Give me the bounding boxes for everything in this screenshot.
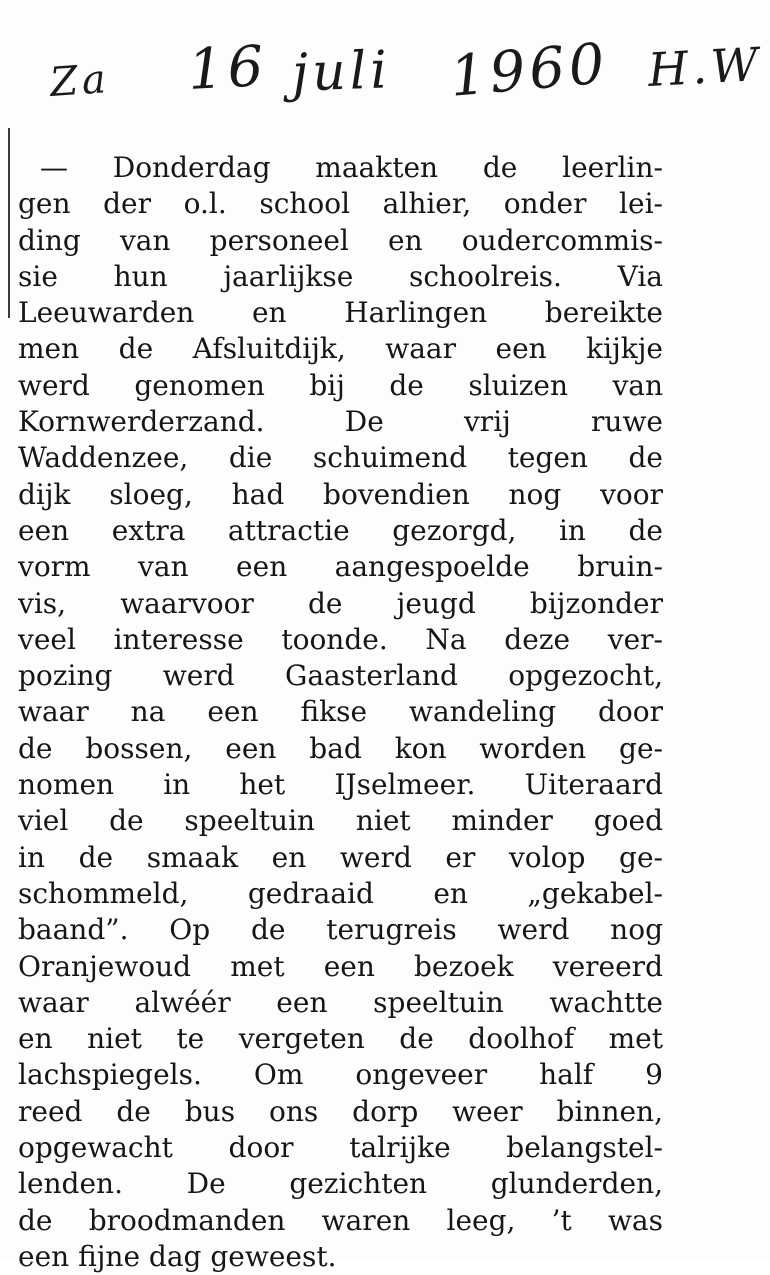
article-line: — Donderdag maakten de leerlin-: [40, 151, 663, 184]
article-line: ding van personeel en oudercommis-: [18, 223, 663, 257]
article-line: nomen in het IJselmeer. Uiteraard: [18, 768, 663, 802]
article-line: schommeld, gedraaid en „gekabel-: [18, 876, 663, 910]
article-line: een extra attractie gezorgd, in de: [18, 513, 663, 547]
article-line: Oranjewoud met een bezoek vereerd: [18, 949, 663, 983]
article-column: [18, 150, 663, 1275]
article-line: Waddenzee, die schuimend tegen de: [18, 441, 663, 475]
article-line: opgewacht door talrijke belangstel-: [18, 1131, 663, 1165]
article-line: vis, waarvoor de jeugd bijzonder: [18, 586, 663, 620]
article-line: werd genomen bij de sluizen van: [18, 368, 663, 402]
article-line: dijk sloeg, had bovendien nog voor: [18, 477, 663, 511]
handwritten-day: Za: [48, 55, 112, 107]
article-line: de bossen, een bad kon worden ge-: [18, 731, 663, 765]
article-line: vorm van een aangespoelde bruin-: [18, 550, 663, 584]
article-line: pozing werd Gaasterland opgezocht,: [18, 659, 663, 693]
article-line: waar na een fikse wandeling door: [18, 695, 663, 729]
column-margin-rule: [8, 128, 10, 318]
article-line: men de Afsluitdijk, waar een kijkje: [18, 332, 663, 366]
handwritten-date: 16: [186, 33, 269, 104]
article-line: waar alwéér een speeltuin wachtte: [18, 985, 663, 1019]
article-line: lachspiegels. Om ongeveer half 9: [18, 1058, 663, 1092]
article-line: veel interesse toonde. Na deze ver-: [18, 622, 663, 656]
handwritten-year: 1960: [447, 31, 612, 110]
article-line: sie hun jaarlijkse schoolreis. Via: [18, 259, 663, 293]
article-line: en niet te vergeten de doolhof met: [18, 1022, 663, 1056]
article-line: baand”. Op de terugreis werd nog: [18, 913, 663, 947]
handwritten-date-note: [40, 28, 764, 110]
article-line: viel de speeltuin niet minder goed: [18, 804, 663, 838]
article-line: de broodmanden waren leeg, ’t was: [18, 1203, 663, 1237]
article-line: Kornwerderzand. De vrij ruwe: [18, 405, 663, 439]
handwritten-month: juli: [290, 40, 392, 104]
article-line: in de smaak en werd er volop ge-: [18, 840, 663, 874]
handwritten-initials: H.W: [646, 37, 764, 97]
article-line: reed de bus ons dorp weer binnen,: [18, 1094, 663, 1128]
article-line: Leeuwarden en Harlingen bereikte: [18, 296, 663, 330]
article-line: gen der o.l. school alhier, onder lei-: [18, 187, 663, 221]
article-line: lenden. De gezichten glunderden,: [18, 1167, 663, 1201]
article-line: een fijne dag geweest.: [18, 1239, 337, 1273]
